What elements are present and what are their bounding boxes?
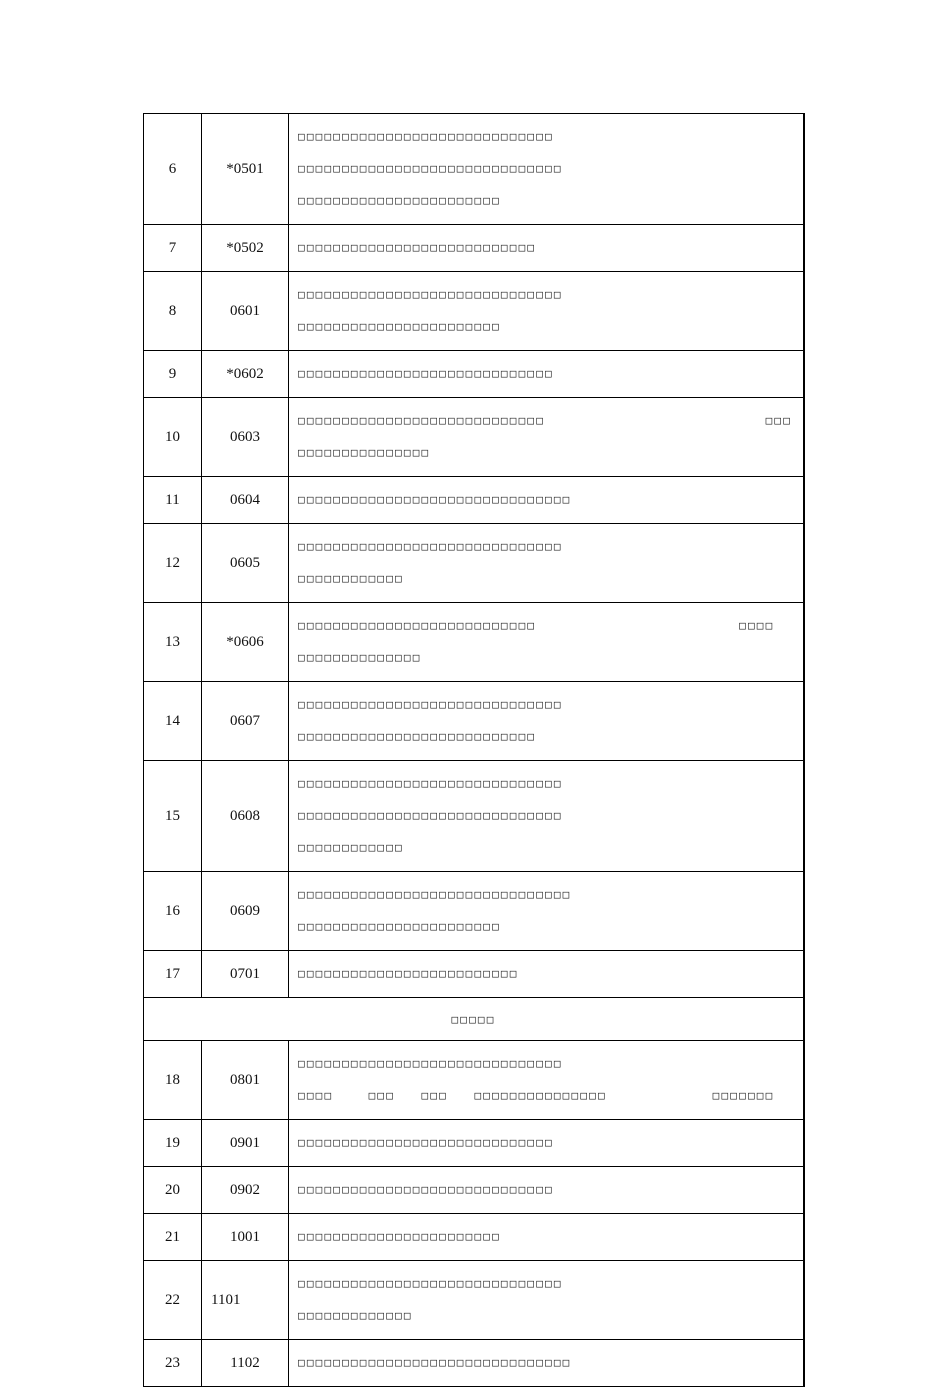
item-code: *0501 xyxy=(202,114,289,225)
table-row xyxy=(144,761,805,872)
row-number: 17 xyxy=(144,951,202,998)
description-line: □□□□□□□□□□□□□□□□□□□□□□□□□□□□□□ xyxy=(298,698,563,711)
row-number: 16 xyxy=(144,872,202,951)
description-line: □□□□□□□□□□□□□□□□□□□□□□□ xyxy=(298,1230,501,1243)
item-code: 0603 xyxy=(202,398,289,477)
row-number: 10 xyxy=(144,398,202,477)
item-description xyxy=(289,1340,805,1387)
description-line: □□□□□□□□□□□□ xyxy=(298,841,404,854)
item-code: 0608 xyxy=(202,761,289,872)
item-code-table xyxy=(143,113,805,1387)
table-row xyxy=(144,272,805,351)
table-row xyxy=(144,1120,805,1167)
description-line: □□□□ □□□ □□□ □□□□□□□□□□□□□□□ □□□□□□□ xyxy=(298,1089,775,1102)
description-line: □□□□□□□□□□□□□□□□□□□□□□□□□□□□□□ xyxy=(298,540,563,553)
item-code: *0502 xyxy=(202,225,289,272)
document-table-container xyxy=(143,113,807,1387)
description-line: □□□□□□□□□□□□□□□ xyxy=(298,446,431,459)
description-line: □□□□□□□□□□□□□□□□□□□□□□□□□ xyxy=(298,967,519,980)
item-code: 0701 xyxy=(202,951,289,998)
item-code: 0604 xyxy=(202,477,289,524)
row-number: 21 xyxy=(144,1214,202,1261)
item-description xyxy=(289,872,805,951)
description-line: □□□□□□□□□□□□□□□□□□□□□□□□□□□□□□□ xyxy=(298,493,572,506)
item-code: *0606 xyxy=(202,603,289,682)
item-description xyxy=(289,225,805,272)
description-line: □□□□□□□□□□□□□□□□□□□□□□□ xyxy=(298,194,501,207)
item-code: 0607 xyxy=(202,682,289,761)
item-description xyxy=(289,114,805,225)
description-line: □□□□□□□□□□□□□□□□□□□□□□□□□□□ xyxy=(298,241,537,254)
item-description xyxy=(289,524,805,603)
table-row xyxy=(144,603,805,682)
row-number: 14 xyxy=(144,682,202,761)
table-body-bottom xyxy=(144,1041,805,1387)
row-number: 8 xyxy=(144,272,202,351)
item-code: 1001 xyxy=(202,1214,289,1261)
item-code: 0801 xyxy=(202,1041,289,1120)
section-header-group xyxy=(144,998,805,1041)
description-line: □□□□□□□□□□□□□□□□□□□□□□□□□□□□□ xyxy=(298,130,554,143)
item-description xyxy=(289,951,805,998)
table-row xyxy=(144,1261,805,1340)
description-line: □□□□□□□□□□□□□□□□□□□□□□□□□□□□□□ xyxy=(298,777,563,790)
row-number: 11 xyxy=(144,477,202,524)
item-description xyxy=(289,272,805,351)
description-line: □□□□□□□□□□□□□□□□□□□□□□□□□□□□□□ xyxy=(298,1057,563,1070)
table-body-top xyxy=(144,114,805,998)
description-line: □□□□□□□□□□□□□ xyxy=(298,1309,413,1322)
description-line: □□□□□□□□□□□□ xyxy=(298,572,404,585)
table-row xyxy=(144,398,805,477)
item-code: 0902 xyxy=(202,1167,289,1214)
table-row xyxy=(144,951,805,998)
description-line: □□□□□□□□□□□□□□□□□□□□□□□□□□□□□□ xyxy=(298,162,563,175)
item-code: 0601 xyxy=(202,272,289,351)
item-description xyxy=(289,1167,805,1214)
row-number: 20 xyxy=(144,1167,202,1214)
item-description xyxy=(289,398,805,477)
item-description xyxy=(289,1261,805,1340)
item-code: 0901 xyxy=(202,1120,289,1167)
item-description xyxy=(289,1214,805,1261)
table-row xyxy=(144,682,805,761)
table-row xyxy=(144,225,805,272)
item-code: 0609 xyxy=(202,872,289,951)
item-description xyxy=(289,1041,805,1120)
description-line: □□□□□□□□□□□□□□□□□□□□□□□□□□□□□□ xyxy=(298,809,563,822)
description-line: □□□□□□□□□□□□□□□□□□□□□□□□□□□□□ xyxy=(298,1183,554,1196)
item-code: 1101 xyxy=(202,1261,289,1340)
item-description xyxy=(289,477,805,524)
description-line: □□□□□□□□□□□□□□□□□□□□□□□□□□□□□ xyxy=(298,1136,554,1149)
item-description xyxy=(289,1120,805,1167)
description-line: □□□□□□□□□□□□□□□□□□□□□□□ xyxy=(298,920,501,933)
table-row xyxy=(144,351,805,398)
description-line: □□□□□□□□□□□□□□□□□□□□□□□□□□□ xyxy=(298,730,537,743)
table-row xyxy=(144,1214,805,1261)
row-number: 7 xyxy=(144,225,202,272)
section-header-row xyxy=(144,998,805,1041)
item-code: 0605 xyxy=(202,524,289,603)
description-line: □□□□□□□□□□□□□□□□□□□□□□□□□□□□□□□ xyxy=(298,1356,572,1369)
table-row xyxy=(144,524,805,603)
row-number: 9 xyxy=(144,351,202,398)
item-code: *0602 xyxy=(202,351,289,398)
description-line: □□□□□□□□□□□□□□□□□□□□□□□□□□□□□□ xyxy=(298,288,563,301)
row-number: 22 xyxy=(144,1261,202,1340)
section-title: □□□□□ xyxy=(144,998,805,1041)
description-line: □□□□□□□□□□□□□□□□□□□□□□□□□□□□□□□ xyxy=(298,888,572,901)
item-description xyxy=(289,603,805,682)
table-row xyxy=(144,1041,805,1120)
table-row xyxy=(144,1340,805,1387)
description-line: □□□□□□□□□□□□□□□□□□□□□□□□□□□ □□□□ xyxy=(298,619,775,632)
item-description xyxy=(289,761,805,872)
row-number: 19 xyxy=(144,1120,202,1167)
description-line: □□□□□□□□□□□□□□ xyxy=(298,651,422,664)
description-line: □□□□□□□□□□□□□□□□□□□□□□□□□□□□□□ xyxy=(298,1277,563,1290)
table-row xyxy=(144,1167,805,1214)
row-number: 6 xyxy=(144,114,202,225)
row-number: 15 xyxy=(144,761,202,872)
description-line: □□□□□□□□□□□□□□□□□□□□□□□□□□□□ □□□ xyxy=(298,414,793,427)
description-line: □□□□□□□□□□□□□□□□□□□□□□□ xyxy=(298,320,501,333)
row-number: 18 xyxy=(144,1041,202,1120)
item-description xyxy=(289,682,805,761)
item-code: 1102 xyxy=(202,1340,289,1387)
description-line: □□□□□□□□□□□□□□□□□□□□□□□□□□□□□ xyxy=(298,367,554,380)
item-description xyxy=(289,351,805,398)
row-number: 13 xyxy=(144,603,202,682)
table-row xyxy=(144,477,805,524)
table-row xyxy=(144,872,805,951)
table-row xyxy=(144,114,805,225)
row-number: 23 xyxy=(144,1340,202,1387)
row-number: 12 xyxy=(144,524,202,603)
